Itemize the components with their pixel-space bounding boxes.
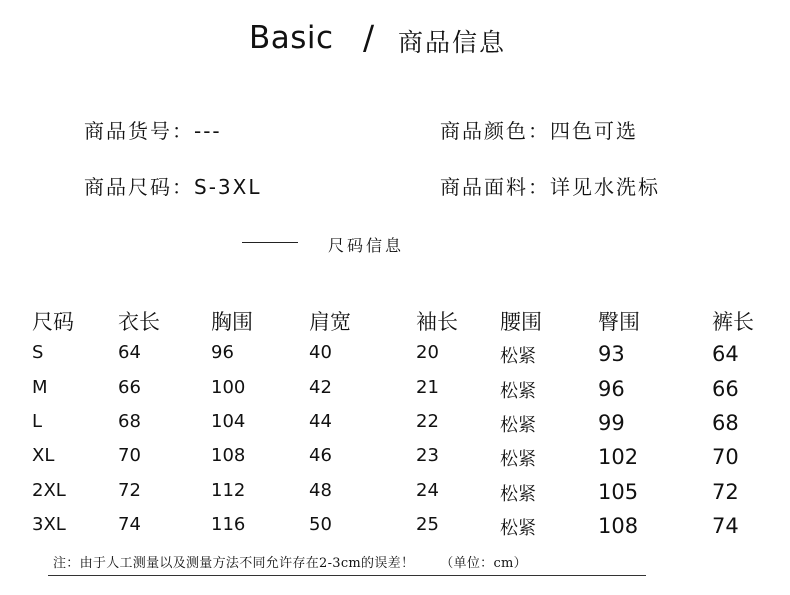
table-cell: 68 — [712, 411, 739, 435]
table-cell: 42 — [309, 377, 332, 398]
table-cell: 20 — [416, 342, 439, 363]
product-style-number: 商品货号：--- — [84, 119, 222, 143]
table-header-pants-length: 裤长 — [712, 310, 754, 334]
table-cell: 70 — [118, 445, 141, 466]
table-header-chest: 胸围 — [211, 310, 253, 334]
footnote-underline — [48, 575, 646, 576]
table-header-sleeve: 袖长 — [416, 310, 458, 334]
product-size-range: 商品尺码：S-3XL — [84, 175, 262, 199]
table-cell: 松紧 — [500, 415, 536, 436]
title-separator: / — [363, 18, 375, 57]
table-cell: 64 — [712, 342, 739, 366]
table-cell: 23 — [416, 445, 439, 466]
table-cell: 100 — [211, 377, 246, 398]
measurement-footnote — [53, 552, 527, 571]
table-cell: 66 — [712, 377, 739, 401]
table-cell: 40 — [309, 342, 332, 363]
table-cell: 66 — [118, 377, 141, 398]
footnote-text: 注：由于人工测量以及测量方法不同允许存在2-3cm的误差！ — [53, 556, 415, 571]
table-cell: 松紧 — [500, 449, 536, 470]
table-cell: 108 — [211, 445, 246, 466]
table-cell: 70 — [712, 445, 739, 469]
table-cell: 112 — [211, 480, 246, 501]
table-cell: 22 — [416, 411, 439, 432]
table-cell: 102 — [598, 445, 639, 469]
brand-title: Basic — [249, 20, 334, 56]
table-header-waist: 腰围 — [500, 310, 542, 334]
table-header-shoulder: 肩宽 — [309, 310, 351, 334]
table-cell: 72 — [712, 480, 739, 504]
table-cell: 50 — [309, 514, 332, 535]
table-cell: 25 — [416, 514, 439, 535]
table-header-size: 尺码 — [32, 310, 74, 334]
table-cell: 96 — [598, 377, 625, 401]
section-divider — [242, 242, 298, 243]
table-cell: S — [32, 342, 44, 363]
table-cell: 96 — [211, 342, 234, 363]
table-cell: L — [32, 411, 43, 432]
table-cell: 116 — [211, 514, 246, 535]
table-cell: 68 — [118, 411, 141, 432]
table-cell: 24 — [416, 480, 439, 501]
table-cell: 99 — [598, 411, 625, 435]
table-cell: 松紧 — [500, 484, 536, 505]
table-cell: 44 — [309, 411, 332, 432]
table-cell: M — [32, 377, 48, 398]
table-cell: 104 — [211, 411, 246, 432]
table-cell: 108 — [598, 514, 639, 538]
table-cell: 46 — [309, 445, 332, 466]
table-cell: 74 — [712, 514, 739, 538]
table-cell: 64 — [118, 342, 141, 363]
page-title: 商品信息 — [398, 28, 507, 57]
table-header-hip: 臀围 — [598, 310, 640, 334]
product-color: 商品颜色：四色可选 — [440, 119, 638, 143]
footnote-unit: （单位：cm） — [440, 556, 527, 571]
table-cell: 松紧 — [500, 518, 536, 539]
section-title: 尺码信息 — [328, 236, 405, 255]
table-cell: 21 — [416, 377, 439, 398]
table-header-length: 衣长 — [118, 310, 160, 334]
table-cell: 105 — [598, 480, 639, 504]
table-cell: 93 — [598, 342, 625, 366]
table-cell: 2XL — [32, 480, 66, 501]
product-fabric: 商品面料：详见水洗标 — [440, 175, 660, 199]
table-cell: 松紧 — [500, 346, 536, 367]
table-cell: 3XL — [32, 514, 66, 535]
table-cell: 72 — [118, 480, 141, 501]
table-cell: 48 — [309, 480, 332, 501]
table-cell: 松紧 — [500, 381, 536, 402]
table-cell: 74 — [118, 514, 141, 535]
table-cell: XL — [32, 445, 55, 466]
